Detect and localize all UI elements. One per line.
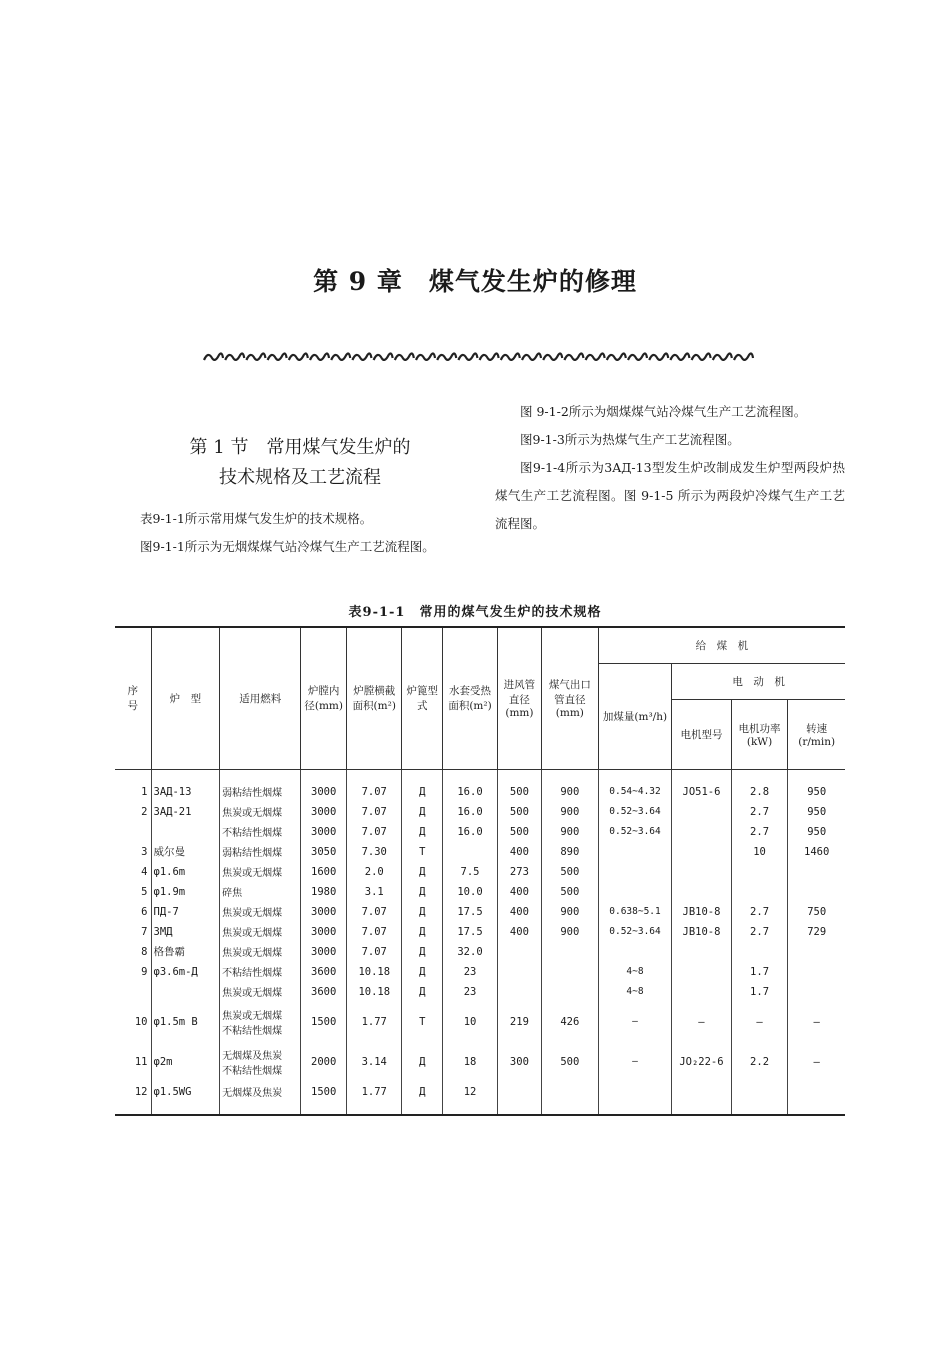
cell-cross-section: 2.0 [347, 862, 402, 882]
cell-grate-type: T [402, 1002, 443, 1042]
cell-inner-diameter: 1500 [301, 1082, 347, 1102]
cell-gas-outlet: 900 [541, 822, 598, 842]
cell-fuel: 焦炭或无烟煤 [220, 942, 301, 962]
cell-air-inlet: 300 [497, 1042, 541, 1082]
cell-motor-model [672, 842, 732, 862]
cell-motor-power: 1.7 [731, 982, 788, 1002]
header-cross-section: 炉膛横截面积(m²) [347, 627, 402, 769]
cell-grate-type: Д [402, 862, 443, 882]
cell-cross-section: 10.18 [347, 962, 402, 982]
ornament-glyph [416, 354, 435, 360]
cell-grate-type: Д [402, 822, 443, 842]
cell-feed-rate: 4~8 [598, 982, 671, 1002]
cell-fuel: 焦炭或无烟煤 不粘结性烟煤 [220, 1002, 301, 1042]
ornament-glyph [501, 354, 520, 360]
cell-row-number: 6 [141, 905, 148, 918]
cell-cross-section: 7.07 [347, 942, 402, 962]
cell-row-number: 4 [141, 865, 148, 878]
cell-motor-model [672, 862, 732, 882]
cell-motor-model: JO₂22-6 [672, 1042, 732, 1082]
ornament-glyph [437, 354, 456, 360]
cell-furnace-type: 格鲁霸 [151, 942, 220, 962]
ornament-glyph [268, 354, 287, 360]
cell-motor-power: 2.7 [731, 822, 788, 842]
ornament-glyph [543, 354, 562, 360]
cell-jacket-area: 17.5 [443, 922, 498, 942]
cell-speed [788, 862, 845, 882]
cell-gas-outlet: 500 [541, 1042, 598, 1082]
cell-fuel: 弱粘结性烟煤 [220, 782, 301, 802]
cell-inner-diameter: 2000 [301, 1042, 347, 1082]
table-row [115, 942, 845, 962]
cell-feed-rate: — [598, 1042, 671, 1082]
cell-furnace-type: φ1.5WG [151, 1082, 220, 1102]
cell-row-number: 10 [134, 1015, 148, 1028]
ornament-glyph [607, 354, 626, 360]
cell-feed-rate: 0.52~3.64 [598, 922, 671, 942]
cell-motor-model [672, 882, 732, 902]
ornament-glyph [564, 354, 583, 360]
cell-feed-rate: 0.54~4.32 [598, 782, 671, 802]
cell-motor-model [672, 802, 732, 822]
cell-motor-model [672, 1082, 732, 1102]
cell-row-number: 12 [134, 1085, 148, 1098]
table-row [115, 982, 845, 1002]
cell-gas-outlet [541, 982, 598, 1002]
cell-inner-diameter: 1600 [301, 862, 347, 882]
cell-grate-type: Д [402, 882, 443, 902]
section-title-line1: 第 1 节 常用煤气发生炉的 [189, 437, 411, 458]
cell-furnace-type: φ3.6m-Д [151, 962, 220, 982]
ornament-glyph [374, 354, 393, 360]
header-motor-power: 电机功率(kW) [731, 699, 788, 769]
cell-jacket-area: 32.0 [443, 942, 498, 962]
table-row [115, 882, 845, 902]
cell-motor-model: JB10-8 [672, 922, 732, 942]
table-row [115, 862, 845, 882]
cell-feed-rate: — [598, 1002, 671, 1042]
cell-motor-power [731, 1082, 788, 1102]
cell-gas-outlet: 900 [541, 902, 598, 922]
cell-air-inlet: 400 [497, 882, 541, 902]
cell-furnace-type: 3AД-21 [151, 802, 220, 822]
cell-fuel: 焦炭或无烟煤 [220, 802, 301, 822]
cell-grate-type: Д [402, 982, 443, 1002]
cell-air-inlet: 500 [497, 822, 541, 842]
cell-air-inlet [497, 1082, 541, 1102]
cell-cross-section: 7.07 [347, 922, 402, 942]
cell-speed: 729 [788, 922, 845, 942]
cell-row-number [115, 822, 151, 842]
table-row [115, 902, 845, 922]
cell-air-inlet: 400 [497, 902, 541, 922]
cell-row-number: 1 [141, 785, 148, 798]
cell-furnace-type: φ1.9m [151, 882, 220, 902]
cell-speed: 950 [788, 802, 845, 822]
cell-air-inlet: 500 [497, 802, 541, 822]
cell-motor-power: 2.7 [731, 902, 788, 922]
cell-furnace-type [151, 822, 220, 842]
cell-air-inlet [497, 942, 541, 962]
cell-jacket-area: 10 [443, 1002, 498, 1042]
ornament-glyph [713, 354, 732, 360]
decorative-divider [200, 350, 755, 364]
cell-gas-outlet: 900 [541, 782, 598, 802]
cell-feed-rate [598, 862, 671, 882]
cell-motor-power: 2.2 [731, 1042, 788, 1082]
cell-jacket-area: 17.5 [443, 902, 498, 922]
header-gas-outlet: 煤气出口管直径(mm) [541, 627, 598, 769]
cell-speed [788, 962, 845, 982]
cell-grate-type: Д [402, 902, 443, 922]
cell-row-number: 5 [141, 885, 148, 898]
ornament-glyph [246, 354, 265, 360]
cell-grate-type: Д [402, 802, 443, 822]
cell-inner-diameter: 3000 [301, 942, 347, 962]
cell-gas-outlet [541, 962, 598, 982]
cell-row-number: 9 [141, 965, 148, 978]
cell-air-inlet [497, 982, 541, 1002]
cell-speed: 950 [788, 822, 845, 842]
cell-grate-type: Д [402, 782, 443, 802]
cell-cross-section: 7.07 [347, 902, 402, 922]
cell-motor-model [672, 962, 732, 982]
cell-jacket-area: 16.0 [443, 802, 498, 822]
cell-speed: — [788, 1042, 845, 1082]
cell-air-inlet: 219 [497, 1002, 541, 1042]
cell-jacket-area: 16.0 [443, 782, 498, 802]
cell-furnace-type: ПД-7 [151, 902, 220, 922]
cell-motor-power [731, 942, 788, 962]
paragraph: 图9-1-1所示为无烟煤煤气站冷煤气生产工艺流程图。 [140, 539, 435, 554]
cell-fuel: 无烟煤及焦炭 不粘结性烟煤 [220, 1042, 301, 1082]
header-air-inlet: 进风管直径(mm) [497, 627, 541, 769]
header-grate: 炉篦型式 [402, 627, 443, 769]
table-bottom-rule [115, 1102, 845, 1115]
cell-speed [788, 982, 845, 1002]
ornament-glyph [734, 354, 753, 360]
cell-motor-model [672, 982, 732, 1002]
header-fuel: 适用燃料 [220, 627, 301, 769]
cell-fuel: 焦炭或无烟煤 [220, 902, 301, 922]
right-text [495, 398, 845, 538]
cell-speed: 950 [788, 782, 845, 802]
cell-cross-section: 1.77 [347, 1082, 402, 1102]
cell-jacket-area: 12 [443, 1082, 498, 1102]
table-row [115, 962, 845, 982]
cell-speed [788, 882, 845, 902]
cell-motor-power: — [731, 1002, 788, 1042]
cell-motor-power [731, 862, 788, 882]
cell-jacket-area: 23 [443, 962, 498, 982]
header-feed-rate: 加煤量(m³/h) [598, 663, 671, 769]
table-row [115, 842, 845, 862]
cell-furnace-type: φ1.5m B [151, 1002, 220, 1042]
ornament-glyph [586, 354, 605, 360]
table-row [115, 1082, 845, 1102]
chapter-title: 第 9 章 煤气发生炉的修理 [313, 267, 637, 296]
cell-motor-model: JO51-6 [672, 782, 732, 802]
cell-gas-outlet: 900 [541, 802, 598, 822]
cell-row-number: 11 [134, 1055, 148, 1068]
cell-fuel: 无烟煤及焦炭 [220, 1082, 301, 1102]
ornament-glyph [692, 354, 711, 360]
cell-jacket-area: 18 [443, 1042, 498, 1082]
paragraph: 图 9-1-2所示为烟煤煤气站冷煤气生产工艺流程图。 [520, 404, 807, 419]
cell-motor-power: 10 [731, 842, 788, 862]
cell-speed: 1460 [788, 842, 845, 862]
cell-row-number: 7 [141, 925, 148, 938]
header-no: 序 号 [115, 627, 151, 769]
cell-motor-model [672, 822, 732, 842]
cell-grate-type: Д [402, 1082, 443, 1102]
cell-grate-type: Д [402, 1042, 443, 1082]
cell-jacket-area: 7.5 [443, 862, 498, 882]
section-title [140, 433, 460, 493]
cell-inner-diameter: 3600 [301, 962, 347, 982]
cell-inner-diameter: 3000 [301, 822, 347, 842]
cell-air-inlet: 400 [497, 842, 541, 862]
paragraph: 图9-1-3所示为热煤气生产工艺流程图。 [520, 432, 740, 447]
cell-grate-type: Д [402, 942, 443, 962]
cell-inner-diameter: 3000 [301, 922, 347, 942]
cell-feed-rate: 0.52~3.64 [598, 822, 671, 842]
cell-furnace-type: 3AД-13 [151, 782, 220, 802]
header-jacket: 水套受热面积(m²) [443, 627, 498, 769]
cell-speed: 750 [788, 902, 845, 922]
cell-row-number: 2 [141, 805, 148, 818]
ornament-glyph [670, 354, 689, 360]
ornament-glyph [458, 354, 477, 360]
cell-inner-diameter: 3000 [301, 802, 347, 822]
cell-motor-power: 2.8 [731, 782, 788, 802]
cell-cross-section: 7.07 [347, 802, 402, 822]
cell-furnace-type: 3MД [151, 922, 220, 942]
cell-fuel: 碎焦 [220, 882, 301, 902]
cell-speed [788, 1082, 845, 1102]
cell-fuel: 焦炭或无烟煤 [220, 922, 301, 942]
cell-gas-outlet: 426 [541, 1002, 598, 1042]
cell-fuel: 不粘结性烟煤 [220, 822, 301, 842]
left-text [115, 505, 470, 561]
ornament-glyph [522, 354, 541, 360]
cell-grate-type: T [402, 842, 443, 862]
table-row [115, 782, 845, 802]
cell-feed-rate [598, 882, 671, 902]
cell-cross-section: 1.77 [347, 1002, 402, 1042]
ornament-glyph [649, 354, 668, 360]
cell-cross-section: 7.07 [347, 822, 402, 842]
cell-furnace-type: 威尔曼 [151, 842, 220, 862]
cell-cross-section: 3.14 [347, 1042, 402, 1082]
paragraph: 图9-1-4所示为3AД-13型发生炉改制成发生炉型两段炉热煤气生产工艺流程图。图 9-1-5 所示为两段炉冷煤气生产工艺流程图。 [495, 460, 845, 531]
cell-fuel: 焦炭或无烟煤 [220, 862, 301, 882]
cell-jacket-area: 16.0 [443, 822, 498, 842]
cell-speed [788, 942, 845, 962]
header-feeder: 给 煤 机 [598, 627, 845, 663]
cell-feed-rate: 0.52~3.64 [598, 802, 671, 822]
table-row [115, 802, 845, 822]
cell-inner-diameter: 3600 [301, 982, 347, 1002]
cell-jacket-area: 23 [443, 982, 498, 1002]
cell-furnace-type: φ1.6m [151, 862, 220, 882]
header-motor-model: 电机型号 [672, 699, 732, 769]
cell-jacket-area: 10.0 [443, 882, 498, 902]
ornament-glyph [310, 354, 329, 360]
cell-inner-diameter: 3000 [301, 782, 347, 802]
cell-fuel: 弱粘结性烟煤 [220, 842, 301, 862]
cell-jacket-area [443, 842, 498, 862]
cell-gas-outlet: 890 [541, 842, 598, 862]
ornament-glyph [395, 354, 414, 360]
section-title-line2: 技术规格及工艺流程 [219, 467, 381, 488]
cell-gas-outlet [541, 1082, 598, 1102]
ornament-glyph [289, 354, 308, 360]
header-inner-diameter: 炉膛内径(mm) [301, 627, 347, 769]
table-row [115, 822, 845, 842]
cell-motor-power: 1.7 [731, 962, 788, 982]
cell-feed-rate [598, 942, 671, 962]
cell-speed: — [788, 1002, 845, 1042]
cell-cross-section: 3.1 [347, 882, 402, 902]
spec-table [115, 626, 845, 1116]
ornament-glyph [225, 354, 244, 360]
cell-inner-diameter: 3050 [301, 842, 347, 862]
cell-fuel: 不粘结性烟煤 [220, 962, 301, 982]
cell-grate-type: Д [402, 922, 443, 942]
cell-inner-diameter: 1980 [301, 882, 347, 902]
header-motor: 电 动 机 [672, 663, 845, 699]
cell-cross-section: 7.30 [347, 842, 402, 862]
cell-feed-rate: 0.638~5.1 [598, 902, 671, 922]
cell-feed-rate [598, 1082, 671, 1102]
cell-furnace-type [151, 982, 220, 1002]
ornament-glyph [480, 354, 499, 360]
cell-motor-model [672, 942, 732, 962]
ornament-glyph [204, 354, 223, 360]
cell-grate-type: Д [402, 962, 443, 982]
cell-inner-diameter: 1500 [301, 1002, 347, 1042]
cell-gas-outlet: 900 [541, 922, 598, 942]
cell-motor-model: — [672, 1002, 732, 1042]
cell-gas-outlet: 500 [541, 882, 598, 902]
cell-feed-rate: 4~8 [598, 962, 671, 982]
cell-feed-rate [598, 842, 671, 862]
table-caption: 表9-1-1 常用的煤气发生炉的技术规格 [348, 605, 602, 620]
table-row [115, 1042, 845, 1082]
header-speed: 转速(r/min) [788, 699, 845, 769]
cell-motor-model: JB10-8 [672, 902, 732, 922]
cell-air-inlet: 400 [497, 922, 541, 942]
table-row [115, 1002, 845, 1042]
ornament-glyph [628, 354, 647, 360]
header-type: 炉 型 [151, 627, 220, 769]
cell-gas-outlet: 500 [541, 862, 598, 882]
cell-air-inlet: 500 [497, 782, 541, 802]
cell-motor-power: 2.7 [731, 922, 788, 942]
paragraph: 表9-1-1所示常用煤气发生炉的技术规格。 [140, 511, 373, 526]
cell-row-number: 3 [141, 845, 148, 858]
cell-row-number: 8 [141, 945, 148, 958]
table-row [115, 922, 845, 942]
cell-air-inlet [497, 962, 541, 982]
cell-fuel: 焦炭或无烟煤 [220, 982, 301, 1002]
cell-motor-power [731, 882, 788, 902]
cell-cross-section: 10.18 [347, 982, 402, 1002]
cell-cross-section: 7.07 [347, 782, 402, 802]
cell-air-inlet: 273 [497, 862, 541, 882]
cell-row-number [115, 982, 151, 1002]
ornament-glyph [331, 354, 350, 360]
cell-gas-outlet [541, 942, 598, 962]
cell-motor-power: 2.7 [731, 802, 788, 822]
cell-furnace-type: φ2m [151, 1042, 220, 1082]
cell-inner-diameter: 3000 [301, 902, 347, 922]
ornament-glyph [352, 354, 371, 360]
